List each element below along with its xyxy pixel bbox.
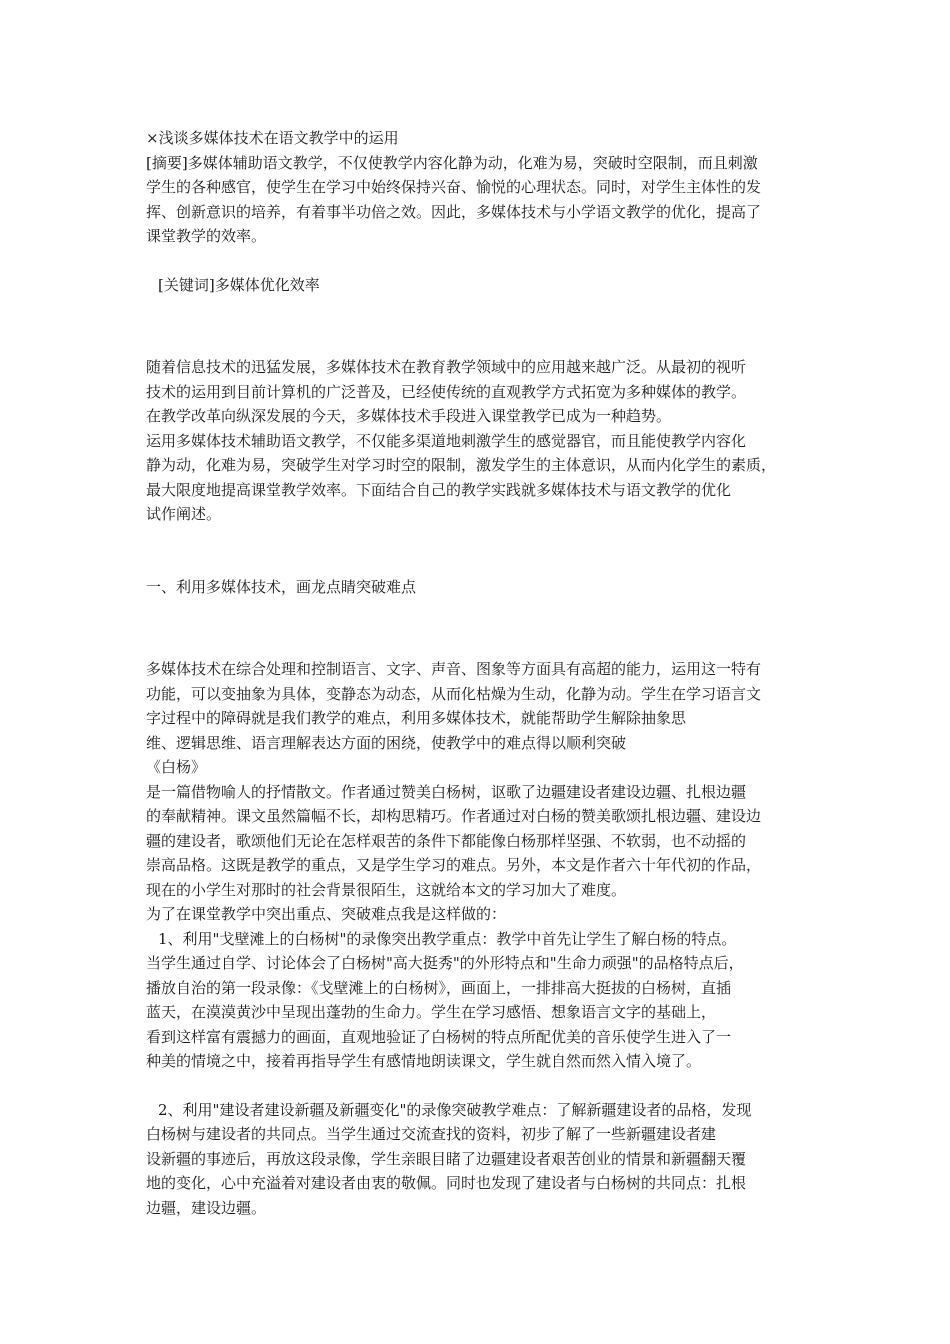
item2-line: 设新疆的事迹后，再放这段录像，学生亲眼目睹了边疆建设者艰苦创业的情景和新疆翻天覆 <box>146 1149 747 1168</box>
section1-line: 《白杨》 <box>146 758 207 776</box>
section1-line: 的奉献精神。课文虽然篇幅不长，却构思精巧。作者通过对白杨的赞美歌颂扎根边疆、建设边 <box>146 807 762 825</box>
item1-line: 看到这样富有震撼力的画面，直观地验证了白杨树的特点所配优美的音乐使学生进入了一 <box>146 1027 732 1046</box>
item2-line: 边疆，建设边疆。 <box>146 1198 267 1217</box>
intro-paragraph <box>146 355 816 527</box>
intro-line: 静为动，化难为易，突破学生对学习时空的限制，激发学生的主体意识，从而内化学生的素质， <box>146 456 777 474</box>
item1-line: 蓝天，在漠漠黄沙中呈现出蓬勃的生命力。学生在学习感悟、想象语言文字的基础上， <box>146 1003 717 1021</box>
section1-heading: 一、利用多媒体技术，画龙点睛突破难点 <box>146 577 417 596</box>
section1-line: 疆的建设者，歌颂他们无论在怎样艰苦的条件下都能像白杨那样坚强、不软弱，也不动摇的 <box>146 831 747 850</box>
section1-line: 崇高品格。这既是教学的重点，又是学生学习的难点。另外，本文是作者六十年代初的作品， <box>146 856 762 874</box>
section1-body <box>146 657 816 927</box>
section1-line: 多媒体技术在综合处理和控制语言、文字、声音、图象等方面具有高超的能力，运用这一特有 <box>146 660 762 678</box>
item2-line: 2、利用"建设者建设新疆及新疆变化"的录像突破教学难点：了解新疆建设者的品格，发现 <box>158 1100 752 1119</box>
item1-line: 1、利用"戈壁滩上的白杨树"的录像突出教学重点：教学中首先让学生了解白杨的特点。 <box>158 929 737 948</box>
intro-line: 在教学改革向纵深发展的今天，多媒体技术手段进入课堂教学已成为一种趋势。 <box>146 407 672 425</box>
item1-line: 播放自治的第一段录像：《戈壁滩上的白杨树》，画面上，一排排高大挺拔的白杨树，直插 <box>146 978 732 997</box>
abstract-line: 挥、创新意识的培养，有着事半功倍之效。因此，多媒体技术与小学语文教学的优化，提高了 <box>146 202 762 221</box>
document-page <box>146 126 816 1220</box>
keywords-line: [关键词]多媒体优化效率 <box>158 275 320 294</box>
abstract-line: [摘要]多媒体辅助语文教学，不仅使教学内容化静为动，化难为易，突破时空限制，而且刺激 <box>146 153 758 172</box>
section1-line: 是一篇借物喻人的抒情散文。作者通过赞美白杨树，讴歌了边疆建设者建设边疆、扎根边疆 <box>146 782 747 801</box>
intro-line: 随着信息技术的迅猛发展，多媒体技术在教育教学领域中的应用越来越广泛。从最初的视听 <box>146 358 747 376</box>
item2-line: 地的变化，心中充溢着对建设者由衷的敬佩。同时也发现了建设者与白杨树的共同点：扎根 <box>146 1174 747 1192</box>
abstract-line: 学生的各种感官，使学生在学习中始终保持兴奋、愉悦的心理状态。同时，对学生主体性的发 <box>146 178 762 196</box>
abstract-line: 课堂教学的效率。 <box>146 227 267 245</box>
document-title: ×浅谈多媒体技术在语文教学中的运用 <box>146 129 399 147</box>
section1-line: 现在的小学生对那时的社会背景很陌生，这就给本文的学习加大了难度。 <box>146 880 627 899</box>
section1-line: 字过程中的障碍就是我们教学的难点，利用多媒体技术，就能帮助学生解除抽象思 <box>146 709 687 727</box>
intro-line: 试作阐述。 <box>146 505 222 523</box>
item2-paragraph <box>146 1098 816 1221</box>
intro-line: 运用多媒体技术辅助语文教学，不仅能多渠道地刺激学生的感觉器官，而且能使教学内容化 <box>146 431 747 450</box>
intro-line: 最大限度地提高课堂教学效率。下面结合自己的教学实践就多媒体技术与语文教学的优化 <box>146 480 732 499</box>
abstract-paragraph <box>146 151 816 249</box>
section1-line: 为了在课堂教学中突出重点、突破难点我是这样做的： <box>146 905 507 923</box>
intro-line: 技术的运用到目前计算机的广泛普及，已经使传统的直观教学方式拓宽为多种媒体的教学。 <box>146 382 747 401</box>
item1-line: 种美的情境之中，接着再指导学生有感情地朗读课文，学生就自然而然入情入境了。 <box>146 1052 702 1070</box>
item1-line: 当学生通过自学、讨论体会了白杨树"高大挺秀"的外形特点和"生命力顽强"的品格特点后， <box>146 954 744 972</box>
section1-line: 功能，可以变抽象为具体，变静态为动态，从而化枯燥为生动，化静为动。学生在学习语言文 <box>146 684 762 703</box>
section1-line: 维、逻辑思维、语言理解表达方面的困绕，使教学中的难点得以顺利突破 <box>146 733 627 752</box>
item2-line: 白杨树与建设者的共同点。当学生通过交流查找的资料，初步了解了一些新疆建设者建 <box>146 1125 717 1143</box>
item1-paragraph <box>146 927 816 1074</box>
